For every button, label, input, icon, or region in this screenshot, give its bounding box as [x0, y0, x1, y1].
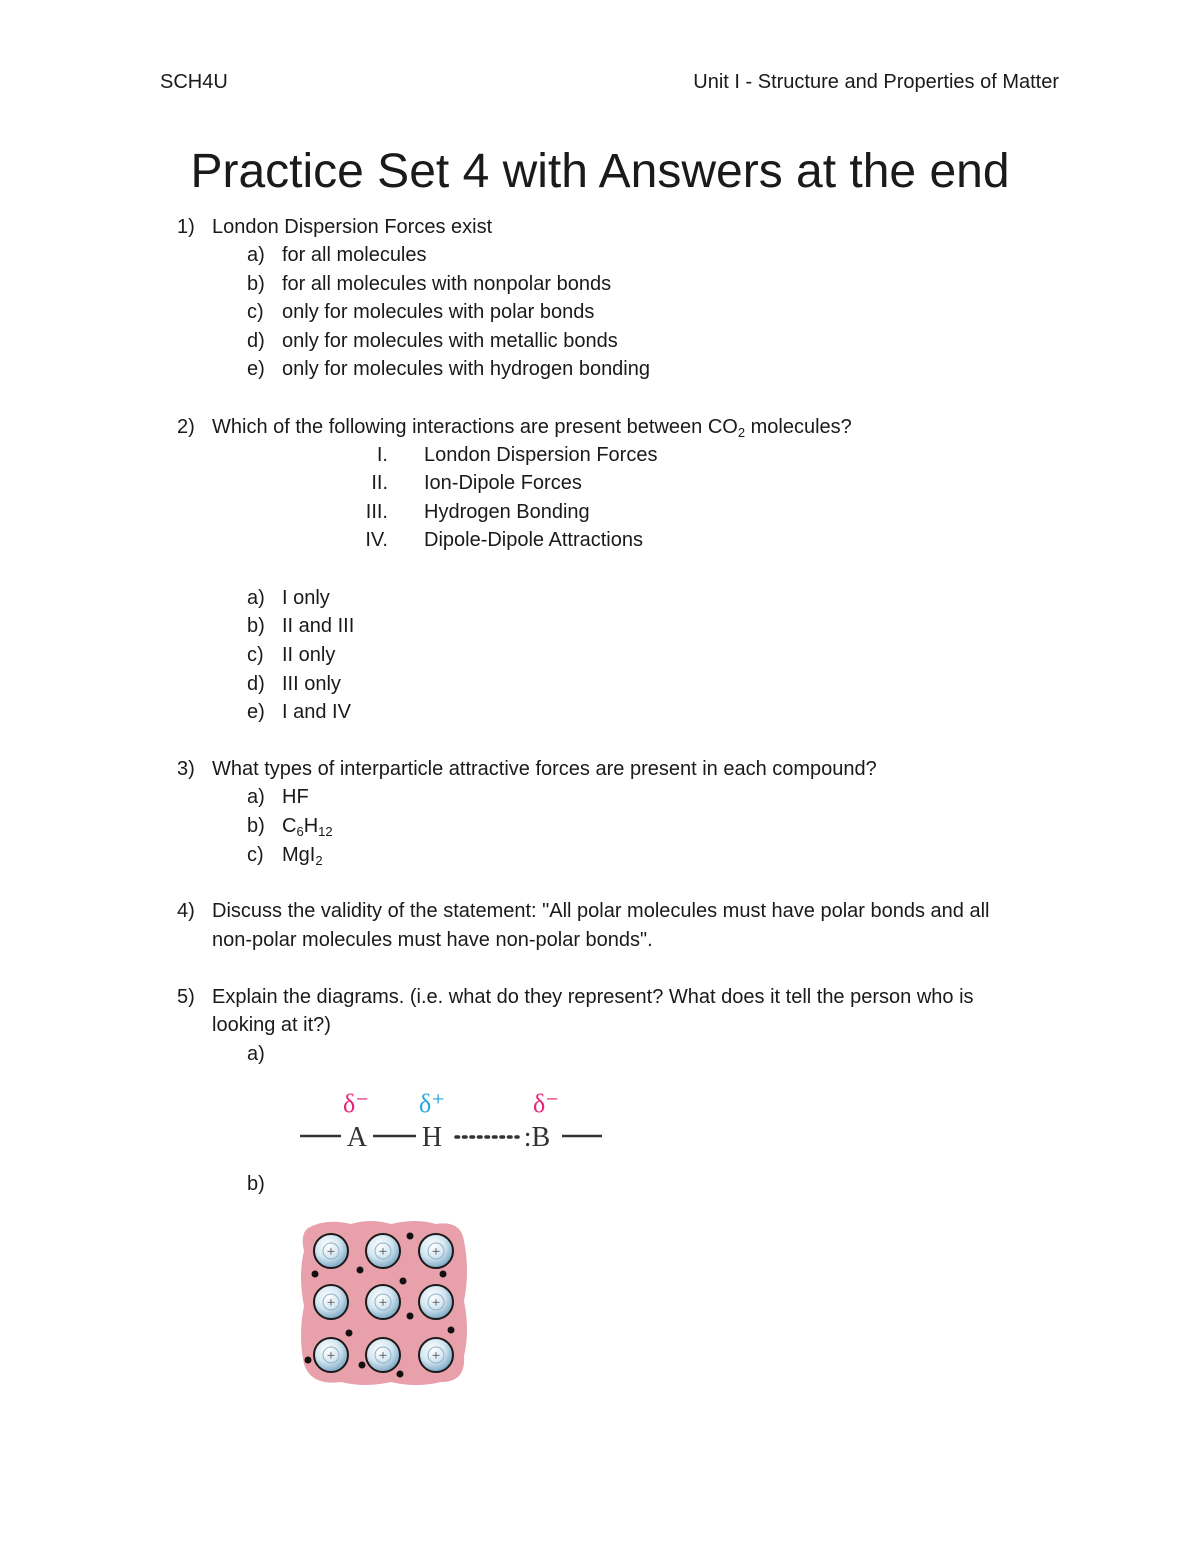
- electron: [312, 1271, 319, 1278]
- hydrogen-bond-diagram: [296, 1085, 608, 1155]
- question-text-line-1: Explain the diagrams. (i.e. what do they represent? What does it tell the person who is: [212, 986, 974, 1008]
- metal-cation: [314, 1338, 348, 1372]
- electron: [407, 1233, 414, 1240]
- question-number: 1): [177, 216, 195, 238]
- option-letter: b): [247, 815, 265, 837]
- roman-text: Ion-Dipole Forces: [424, 472, 582, 494]
- electron: [397, 1371, 404, 1378]
- option-text: only for molecules with hydrogen bonding: [282, 358, 650, 380]
- question-number: 4): [177, 900, 195, 922]
- roman-text: Hydrogen Bonding: [424, 501, 590, 523]
- diagram-a-label: a): [247, 1043, 265, 1065]
- option-text: II and III: [282, 615, 355, 637]
- electron: [357, 1267, 364, 1274]
- unit-title: Unit I - Structure and Properties of Matter: [693, 71, 1059, 93]
- option-formula: MgI$_2$: [282, 844, 323, 868]
- option-letter: d): [247, 330, 265, 352]
- option-letter: b): [247, 273, 265, 295]
- question-text-line-1: Discuss the validity of the statement: "All polar molecules must have polar bonds and all: [212, 900, 990, 922]
- option-letter: c): [247, 301, 264, 323]
- cation-charge: +: [431, 1348, 441, 1364]
- cation-charge: +: [326, 1295, 336, 1311]
- option-text: II only: [282, 644, 336, 666]
- option-text: III only: [282, 673, 341, 695]
- option-text: HF: [282, 786, 309, 808]
- cation-charge: +: [431, 1295, 441, 1311]
- option-letter: a): [247, 244, 265, 266]
- option-letter: a): [247, 587, 265, 609]
- cation-charge: +: [378, 1295, 388, 1311]
- question-text-line-2: looking at it?): [212, 1014, 331, 1036]
- option-text: only for molecules with metallic bonds: [282, 330, 618, 352]
- electron: [359, 1362, 366, 1369]
- atom-a: A: [346, 1122, 368, 1153]
- question-text: Which of the following interactions are present between $CO_2$ molecules?: [212, 416, 852, 440]
- cation-charge: +: [326, 1348, 336, 1364]
- roman-text: London Dispersion Forces: [424, 444, 658, 466]
- roman-numeral: I.: [376, 444, 388, 466]
- metal-cation: [419, 1285, 453, 1319]
- cation-charge: +: [378, 1244, 388, 1260]
- metal-cation: [419, 1338, 453, 1372]
- option-letter: d): [247, 673, 265, 695]
- roman-text: Dipole-Dipole Attractions: [424, 529, 643, 551]
- question-number: 5): [177, 986, 195, 1008]
- option-letter: b): [247, 615, 265, 637]
- option-text: for all molecules with nonpolar bonds: [282, 273, 612, 295]
- delta-plus-h: δ⁺: [419, 1089, 445, 1118]
- roman-numeral: II.: [371, 472, 388, 494]
- option-letter: a): [247, 786, 265, 808]
- electron: [400, 1278, 407, 1285]
- question-number: 2): [177, 416, 195, 438]
- question-text-line-2: non-polar molecules must have non-polar bonds".: [212, 929, 653, 951]
- option-text: only for molecules with polar bonds: [282, 301, 595, 323]
- diagram-b-label: b): [247, 1173, 265, 1195]
- electron: [305, 1357, 312, 1364]
- metal-cation: [366, 1285, 400, 1319]
- metal-cation: [366, 1338, 400, 1372]
- option-letter: c): [247, 844, 264, 866]
- atom-h: H: [421, 1122, 443, 1153]
- metal-cation: [366, 1234, 400, 1268]
- delta-minus-b: δ⁻: [533, 1089, 559, 1118]
- course-code: SCH4U: [160, 71, 228, 93]
- page-title: Practice Set 4 with Answers at the end: [190, 145, 1010, 198]
- electron: [440, 1271, 447, 1278]
- electron: [448, 1327, 455, 1334]
- option-letter: e): [247, 701, 265, 723]
- option-text: for all molecules: [282, 244, 427, 266]
- electron-sea-diagram: [296, 1216, 470, 1388]
- question-text: What types of interparticle attractive forces are present in each compound?: [212, 758, 877, 780]
- question-number: 3): [177, 758, 195, 780]
- option-formula: $C_6H_{12}$: [282, 815, 333, 839]
- question-text: London Dispersion Forces exist: [212, 216, 493, 238]
- cation-charge: +: [326, 1244, 336, 1260]
- metal-cation: [314, 1285, 348, 1319]
- roman-numeral: III.: [365, 501, 388, 523]
- option-letter: e): [247, 358, 265, 380]
- option-text: I only: [282, 587, 330, 609]
- cation-charge: +: [378, 1348, 388, 1364]
- metal-cation: [419, 1234, 453, 1268]
- roman-numeral: IV.: [365, 529, 388, 551]
- metal-cation: [314, 1234, 348, 1268]
- option-text: I and IV: [282, 701, 351, 723]
- electron: [407, 1313, 414, 1320]
- cation-charge: +: [431, 1244, 441, 1260]
- delta-minus-a: δ⁻: [343, 1089, 369, 1118]
- option-letter: c): [247, 644, 264, 666]
- electron: [346, 1330, 353, 1337]
- atom-b: :B: [523, 1122, 551, 1153]
